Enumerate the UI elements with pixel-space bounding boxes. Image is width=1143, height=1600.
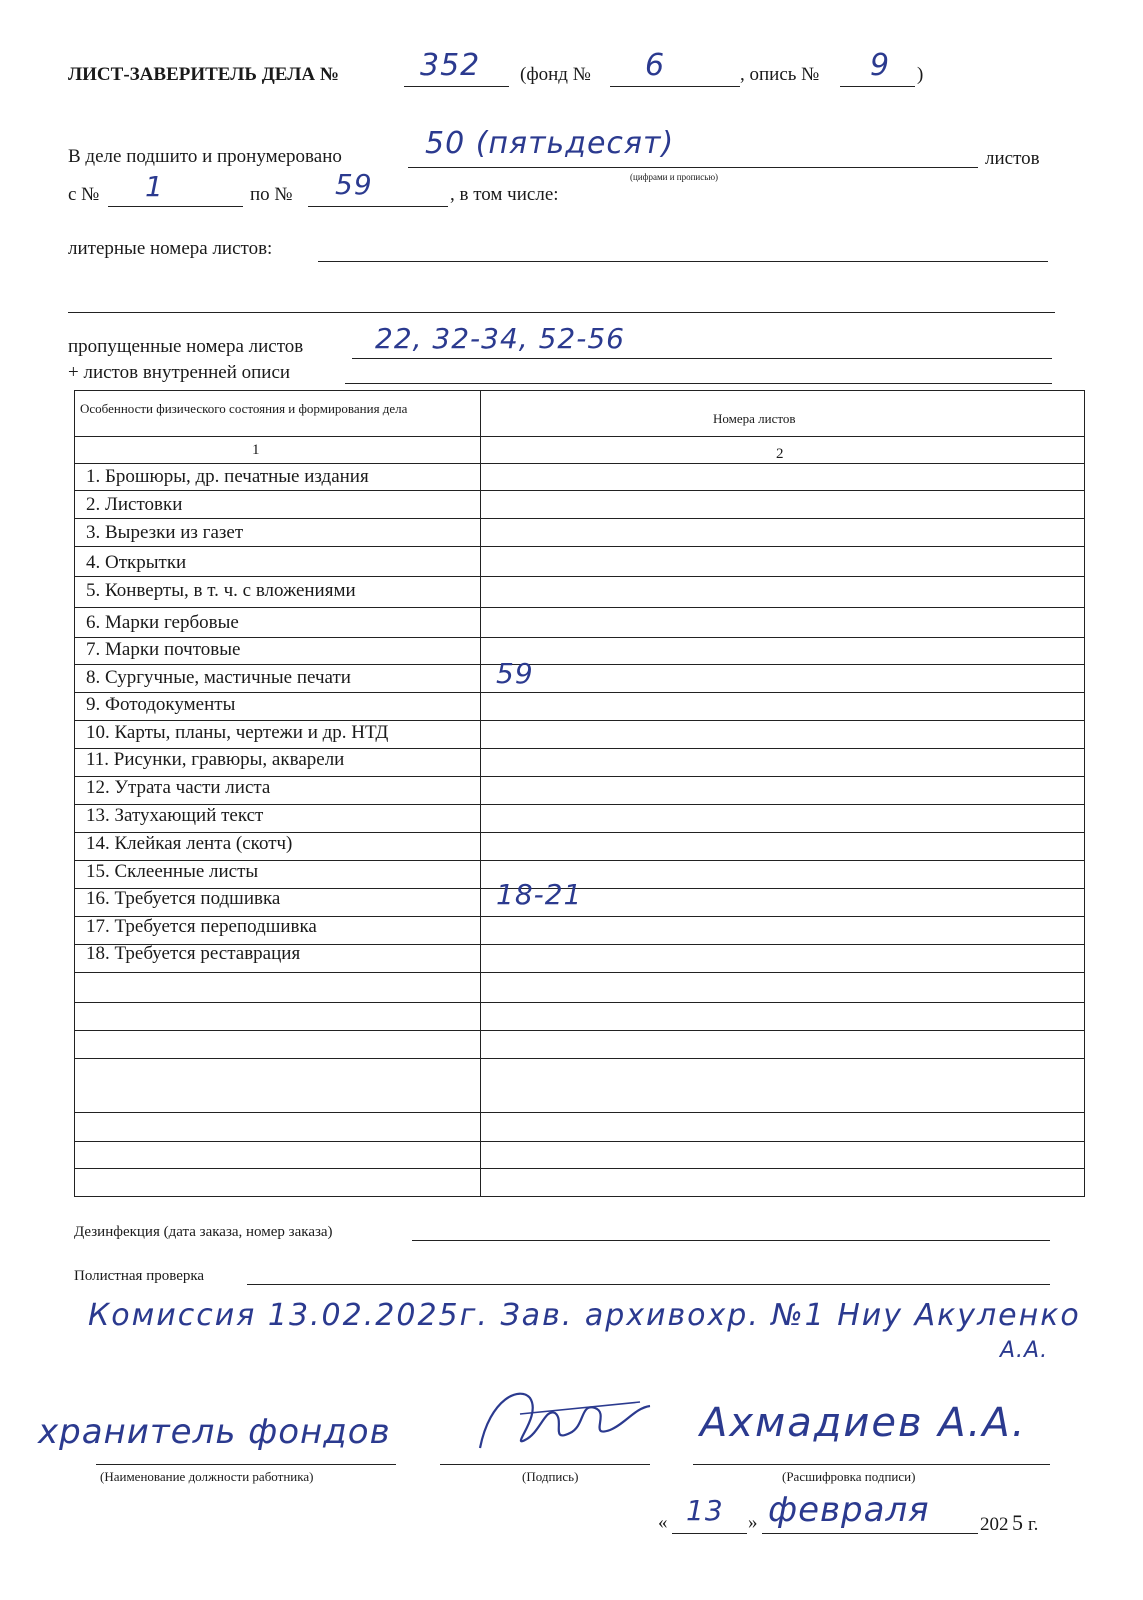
table-row-line — [74, 490, 1085, 491]
sheets-count-line — [408, 167, 978, 168]
table-row-label: 6. Марки гербовые — [86, 612, 239, 633]
table-row-label: 8. Сургучные, мастичные печати — [86, 667, 351, 688]
sheets-unit: листов — [985, 148, 1040, 169]
name-line — [693, 1464, 1050, 1465]
position-value: хранитель фондов — [38, 1412, 391, 1452]
including-label: , в том числе: — [450, 184, 559, 205]
table-row-label: 12. Утрата части листа — [86, 777, 271, 798]
col2-number: 2 — [776, 446, 784, 462]
fond-value: 6 — [645, 48, 666, 83]
col2-header: Номера листов — [713, 411, 796, 426]
date-g: г. — [1028, 1514, 1039, 1535]
case-number-line — [404, 86, 509, 87]
table-row-label: 14. Клейкая лента (скотч) — [86, 833, 293, 854]
table-header-line — [74, 436, 1085, 437]
letter-numbers-label: литерные номера листов: — [68, 238, 273, 259]
sheets-count-value: 50 (пятьдесят) — [425, 126, 675, 161]
table-empty-row-line — [74, 1030, 1085, 1031]
to-line — [308, 206, 448, 207]
table-row-line — [74, 607, 1085, 608]
check-label: Полистная проверка — [74, 1268, 205, 1284]
case-number-value: 352 — [420, 48, 481, 83]
table-row-line — [74, 720, 1085, 721]
table-row-line — [74, 664, 1085, 665]
table-row-label: 10. Карты, планы, чертежи и др. НТД — [86, 722, 389, 743]
from-label: с № — [68, 184, 100, 205]
table-row-label: 9. Фотодокументы — [86, 694, 236, 715]
table-row-value: 18-21 — [496, 878, 583, 911]
missing-label: пропущенные номера листов — [68, 336, 304, 357]
table-row-line — [74, 576, 1085, 577]
missing-line — [352, 358, 1052, 359]
signature-mark — [470, 1378, 660, 1468]
table-empty-row-line — [74, 1112, 1085, 1113]
fond-line — [610, 86, 740, 87]
date-year-suffix: 5 — [1012, 1510, 1023, 1535]
internal-line — [345, 383, 1052, 384]
to-value: 59 — [335, 168, 373, 201]
fond-label: (фонд № — [520, 64, 591, 85]
date-close-quote: » — [748, 1512, 758, 1533]
date-open-quote: « — [658, 1512, 668, 1533]
table-row-label: 4. Открытки — [86, 552, 187, 573]
table-row-label: 3. Вырезки из газет — [86, 522, 244, 543]
from-line — [108, 206, 243, 207]
letter-numbers-line — [318, 261, 1048, 262]
date-month-line — [762, 1533, 978, 1534]
table-row-line — [74, 637, 1085, 638]
disinfection-label: Дезинфекция (дата заказа, номер заказа) — [74, 1224, 333, 1240]
opis-label: , опись № — [740, 64, 820, 85]
header-close: ) — [917, 64, 924, 85]
to-label: по № — [250, 184, 293, 205]
table-empty-row-line — [74, 1141, 1085, 1142]
table-row-line — [74, 692, 1085, 693]
table-empty-row-line — [74, 1002, 1085, 1003]
table-row-line — [74, 518, 1085, 519]
check-line — [247, 1284, 1050, 1285]
name-caption: (Расшифровка подписи) — [782, 1469, 916, 1484]
table-row-line — [74, 972, 1085, 973]
table-row-label: 13. Затухающий текст — [86, 805, 264, 826]
date-day-line — [672, 1533, 747, 1534]
position-line — [96, 1464, 396, 1465]
table-column-divider — [480, 390, 481, 1197]
table-row-label: 1. Брошюры, др. печатные издания — [86, 466, 369, 487]
check-note: Комиссия 13.02.2025г. Зав. архивохр. №1 Ниу Акуленко — [88, 1298, 1081, 1333]
table-row-label: 11. Рисунки, гравюры, акварели — [86, 749, 345, 770]
document-title: ЛИСТ-ЗАВЕРИТЕЛЬ ДЕЛА № — [68, 64, 339, 85]
table-row-line — [74, 546, 1085, 547]
table-row-label: 16. Требуется подшивка — [86, 888, 281, 909]
sheets-intro: В деле подшито и пронумеровано — [68, 146, 342, 167]
table-row-label: 17. Требуется переподшивка — [86, 916, 317, 937]
table-row-label: 18. Требуется реставрация — [86, 943, 301, 964]
letter-numbers-line-2 — [68, 312, 1055, 313]
check-note-2: А.А. — [1000, 1338, 1049, 1363]
table-row-value: 59 — [496, 657, 534, 690]
position-caption: (Наименование должности работника) — [100, 1469, 314, 1484]
missing-value: 22, 32-34, 52-56 — [375, 322, 625, 355]
disinfection-line — [412, 1240, 1050, 1241]
signature-line — [440, 1464, 650, 1465]
opis-value: 9 — [870, 48, 891, 83]
col1-number: 1 — [252, 442, 260, 458]
table-row-label: 7. Марки почтовые — [86, 639, 241, 660]
table-empty-row-line — [74, 1058, 1085, 1059]
sheets-hint: (цифрами и прописью) — [630, 172, 719, 182]
internal-label: + листов внутренней описи — [68, 362, 291, 383]
name-value: Ахмадиев А.А. — [700, 1400, 1027, 1446]
date-day: 13 — [686, 1494, 724, 1527]
opis-line — [840, 86, 915, 87]
date-month: февраля — [768, 1490, 930, 1530]
col1-header: Особенности физического состояния и формирования дела — [80, 401, 408, 416]
table-number-line — [74, 463, 1085, 464]
table-row-label: 5. Конверты, в т. ч. с вложениями — [86, 580, 356, 601]
from-value: 1 — [145, 170, 164, 203]
signature-caption: (Подпись) — [522, 1469, 579, 1484]
table-row-label: 15. Склеенные листы — [86, 861, 259, 882]
table-row-label: 2. Листовки — [86, 494, 183, 515]
table-empty-row-line — [74, 1168, 1085, 1169]
date-year-prefix: 202 — [980, 1514, 1009, 1535]
